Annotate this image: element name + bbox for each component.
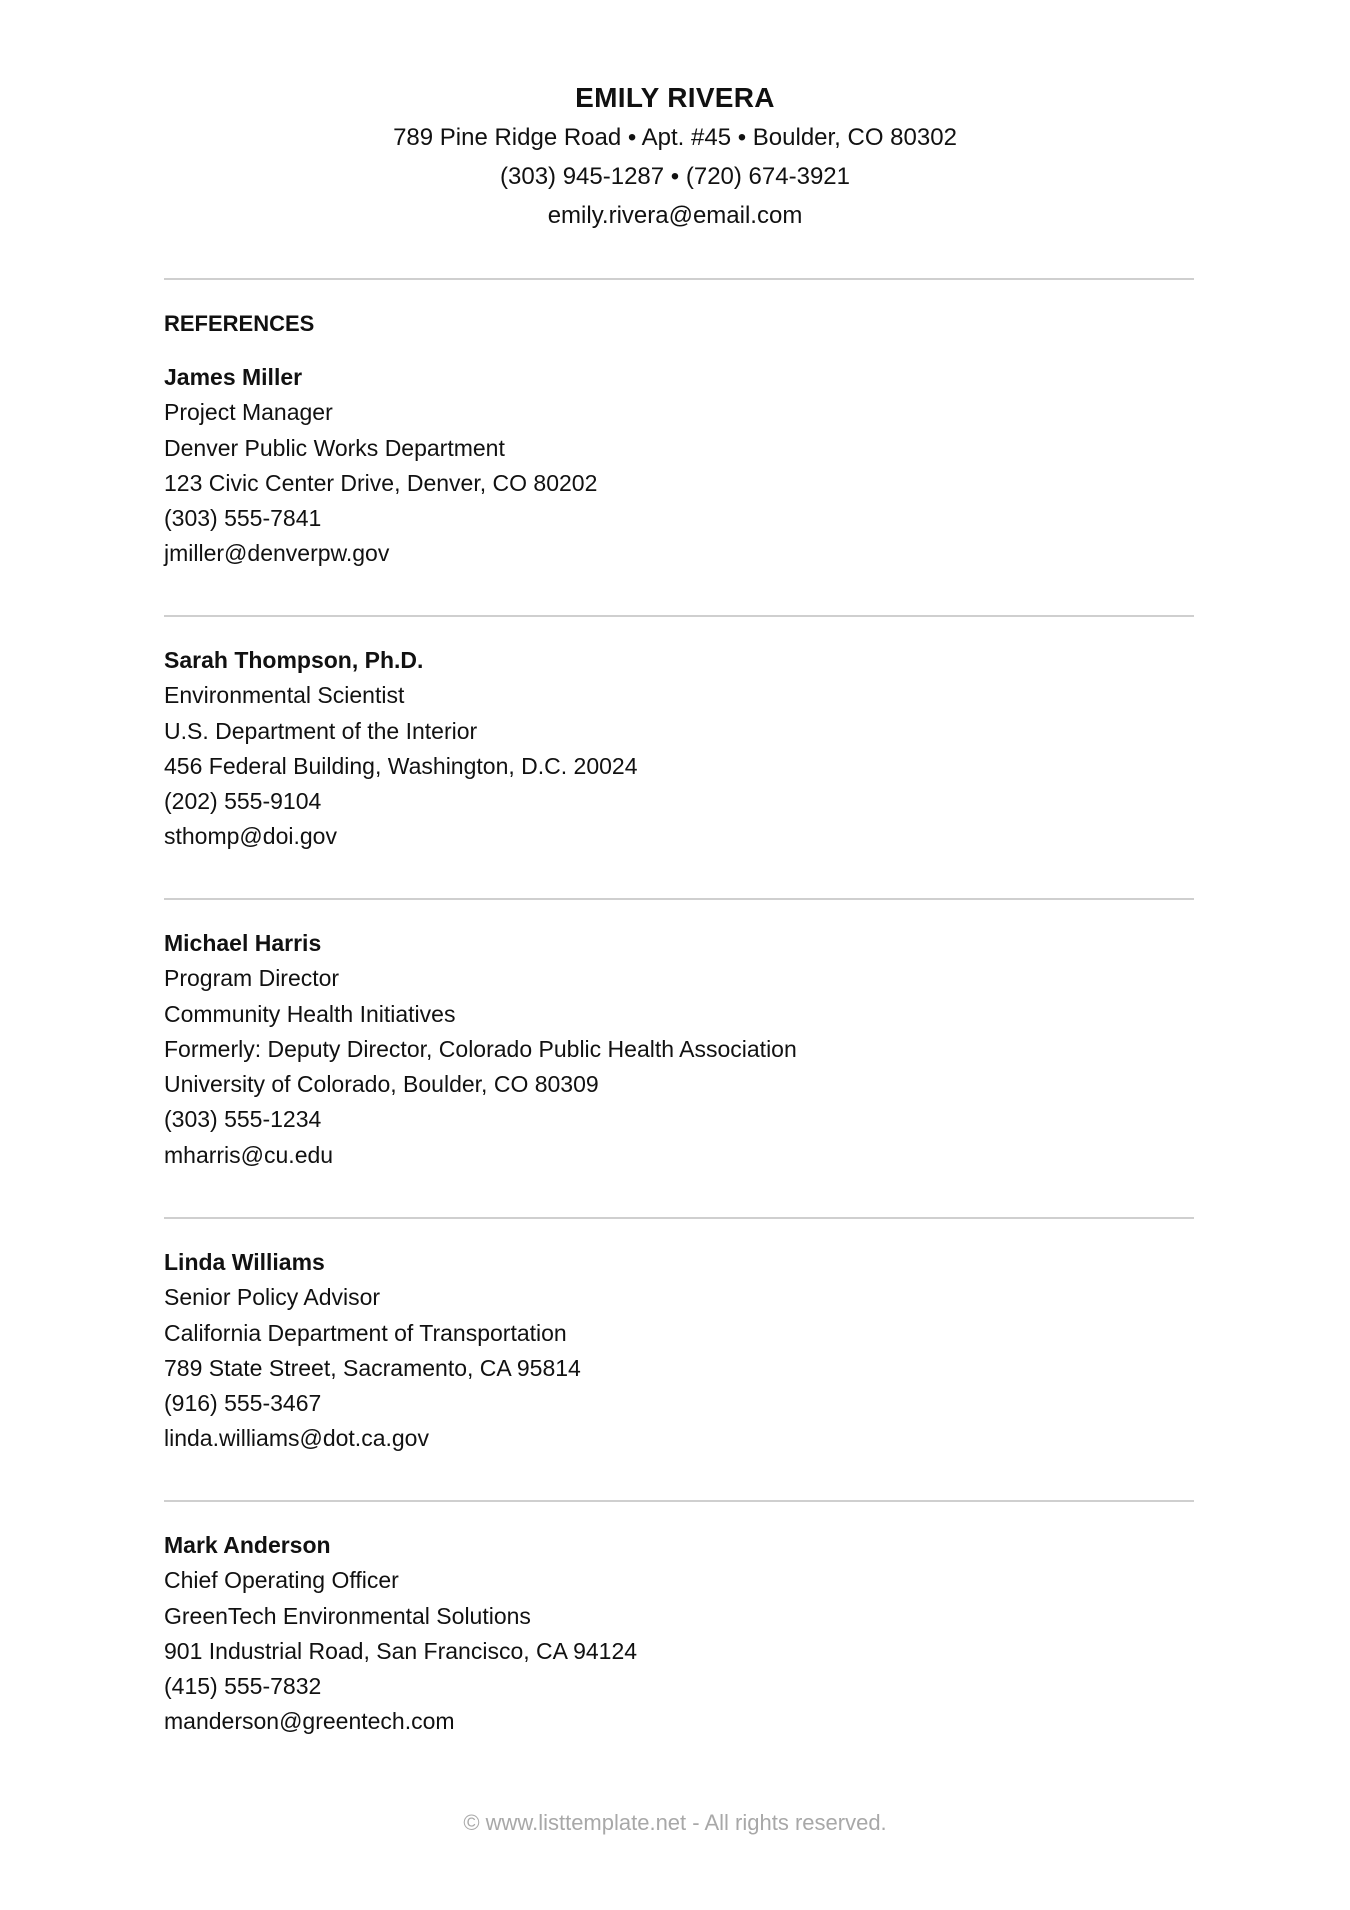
reference-email: sthomp@doi.gov	[164, 823, 337, 850]
reference-entry	[164, 926, 797, 1173]
applicant-name: EMILY RIVERA	[575, 82, 775, 113]
reference-entry	[164, 1245, 581, 1457]
applicant-phones: (303) 945-1287 • (720) 674-3921	[500, 163, 850, 190]
reference-address: 456 Federal Building, Washington, D.C. 20024	[164, 752, 638, 779]
reference-divider	[164, 615, 1194, 617]
reference-divider	[164, 898, 1194, 900]
reference-phone: (303) 555-7841	[164, 505, 322, 532]
reference-address: 789 State Street, Sacramento, CA 95814	[164, 1354, 581, 1381]
applicant-email: emily.rivera@email.com	[547, 202, 803, 229]
reference-previous-role: Formerly: Deputy Director, Colorado Public Health Association	[164, 1035, 797, 1062]
reference-organization: Denver Public Works Department	[164, 434, 505, 461]
reference-name: Michael Harris	[164, 930, 322, 956]
reference-organization: California Department of Transportation	[164, 1319, 567, 1346]
applicant-address: 789 Pine Ridge Road • Apt. #45 • Boulder, CO 80302	[393, 124, 957, 151]
reference-name: Linda Williams	[164, 1249, 325, 1275]
reference-name: Mark Anderson	[164, 1532, 331, 1558]
reference-phone: (303) 555-1234	[164, 1106, 322, 1133]
section-title: REFERENCES	[164, 311, 315, 336]
reference-organization: GreenTech Environmental Solutions	[164, 1602, 531, 1629]
reference-divider	[164, 1500, 1194, 1502]
header-divider	[164, 278, 1194, 280]
reference-email: mharris@cu.edu	[164, 1141, 334, 1168]
reference-divider	[164, 1217, 1194, 1219]
reference-title: Senior Policy Advisor	[164, 1284, 381, 1311]
reference-name: Sarah Thompson, Ph.D.	[164, 647, 424, 673]
reference-address: University of Colorado, Boulder, CO 80309	[164, 1071, 599, 1098]
reference-entry	[164, 643, 638, 855]
resume-header	[0, 78, 1350, 235]
reference-phone: (202) 555-9104	[164, 788, 322, 815]
reference-email: jmiller@denverpw.gov	[164, 540, 390, 567]
reference-title: Program Director	[164, 965, 340, 992]
reference-title: Environmental Scientist	[164, 682, 405, 709]
reference-entry	[164, 360, 597, 572]
reference-name: James Miller	[164, 364, 303, 390]
reference-address: 123 Civic Center Drive, Denver, CO 80202	[164, 469, 598, 496]
reference-entry	[164, 1528, 637, 1740]
copyright-footer: © www.listtemplate.net - All rights reserved.	[463, 1810, 887, 1835]
reference-organization: U.S. Department of the Interior	[164, 717, 478, 744]
reference-email: manderson@greentech.com	[164, 1708, 455, 1735]
reference-phone: (415) 555-7832	[164, 1673, 322, 1700]
reference-title: Project Manager	[164, 399, 333, 426]
reference-address: 901 Industrial Road, San Francisco, CA 94124	[164, 1637, 638, 1664]
reference-title: Chief Operating Officer	[164, 1567, 399, 1594]
reference-organization: Community Health Initiatives	[164, 1000, 456, 1027]
reference-email: linda.williams@dot.ca.gov	[164, 1425, 429, 1452]
reference-phone: (916) 555-3467	[164, 1390, 322, 1417]
